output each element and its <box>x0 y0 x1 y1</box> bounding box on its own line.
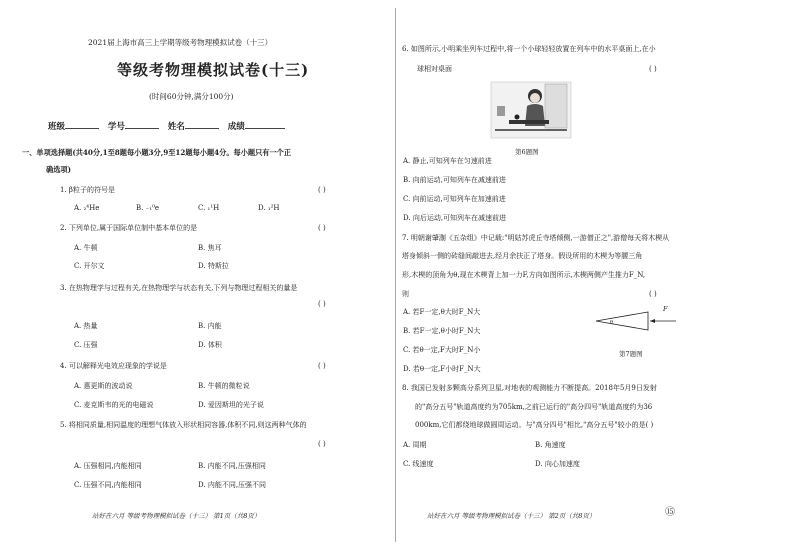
q1-option-b[interactable]: B. ₋₁⁰e <box>136 204 160 212</box>
q6-option-d[interactable]: D. 向后运动,可知列车在减速前进 <box>403 214 507 222</box>
score-label: 成绩 <box>227 122 245 132</box>
student-id-field[interactable] <box>125 120 159 129</box>
q8-option-d[interactable]: D. 向心加速度 <box>535 460 580 468</box>
fig7-force-label: F <box>663 305 668 313</box>
score-field[interactable] <box>245 120 285 129</box>
q6-option-b[interactable]: B. 向前运动,可知列车在减速前进 <box>403 176 506 184</box>
q6-option-a[interactable]: A. 静止,可知列车在匀速前进 <box>403 157 492 165</box>
q7-stem-cont2: 形,木楔的顶角为θ,现在木楔背上加一力F,方向如图所示,木楔两侧产生推力F_N, <box>402 271 646 279</box>
q5-option-b[interactable]: B. 内能不同,压强相同 <box>198 462 266 470</box>
q3-option-c[interactable]: C. 压强 <box>74 341 98 349</box>
name-field[interactable] <box>185 120 219 129</box>
q6-stem: 6. 如图所示,小明乘坐列车过程中,将一个小球轻轻放置在列车中的水平桌面上,在小 <box>402 45 656 53</box>
q7-option-d[interactable]: D. 若θ一定,F小时F_N大 <box>403 365 481 373</box>
q5-stem: 5. 将相同质量,相同温度的理想气体放入形状相同容器,体积不同,则这两种气体的 <box>60 421 307 429</box>
student-id-label: 学号 <box>107 122 125 132</box>
name-label: 姓名 <box>167 122 185 132</box>
exam-header: 2021届上海市高三上学期等级考物理模拟试卷（十三） <box>88 38 273 47</box>
q6-option-c[interactable]: C. 向前运动,可知列车在加速前进 <box>403 195 506 203</box>
q6-stem-cont: 球相对桌面 <box>417 65 452 73</box>
svg-text:θ: θ <box>610 319 614 326</box>
q2-option-a[interactable]: A. 牛顿 <box>74 244 98 252</box>
q7-option-c[interactable]: C. 若θ一定,F大时F_N小 <box>403 346 481 354</box>
q1-answer-paren[interactable]: ( ) <box>318 186 326 194</box>
info-row <box>48 120 285 132</box>
q4-option-b[interactable]: B. 牛顿的微粒说 <box>198 382 250 390</box>
wedge-figure <box>592 308 682 334</box>
q3-option-d[interactable]: D. 体积 <box>198 341 222 349</box>
q3-answer-paren[interactable]: ( ) <box>318 300 326 308</box>
q8-option-c[interactable]: C. 线速度 <box>403 460 434 468</box>
q8-option-a[interactable]: A. 周期 <box>403 441 427 449</box>
train-passenger-figure <box>489 80 573 140</box>
q7-stem: 7. 明朝谢肇淛《五杂组》中记载:"明姑苏虎丘寺塔倾侧,一游僧正之",游僧每天将木楔从 <box>402 234 670 242</box>
q2-option-d[interactable]: D. 特斯拉 <box>198 262 229 270</box>
corner-mark: ⑮ <box>665 507 675 518</box>
class-field[interactable] <box>65 120 99 129</box>
q2-stem: 2. 下列单位,属于国际单位制中基本单位的是 <box>60 224 198 232</box>
q7-stem-cont3: 则 <box>402 290 409 298</box>
q2-option-b[interactable]: B. 焦耳 <box>198 244 222 252</box>
q4-option-a[interactable]: A. 惠更斯的波动说 <box>74 382 133 390</box>
q6-answer-paren[interactable]: ( ) <box>649 65 657 73</box>
page-footer: 站好在六月 等级考物理模拟试卷（十三） 第2页（共8页） <box>427 512 596 520</box>
q7-stem-cont: 塔身倾斜一侧的砖缝间敲进去,经月余扶正了塔身。假设所用的木楔为等腰三角 <box>402 252 643 260</box>
section1-heading-cont: 确选项) <box>46 165 71 174</box>
q4-stem: 4. 可以解释光电效应现象的学说是 <box>60 362 167 370</box>
q1-option-a[interactable]: A. ₂⁴He <box>74 204 100 212</box>
q2-answer-paren[interactable]: ( ) <box>318 224 326 232</box>
q1-stem: 1. β粒子的符号是 <box>60 186 115 194</box>
q7-option-b[interactable]: B. 若F一定,θ小时F_N大 <box>403 327 481 335</box>
q4-option-d[interactable]: D. 爱因斯坦的光子说 <box>198 401 264 409</box>
q7-option-a[interactable]: A. 若F一定,θ大时F_N大 <box>403 308 481 316</box>
q8-option-b[interactable]: B. 角速度 <box>535 441 566 449</box>
q8-stem-cont: 的"高分五号"轨道高度约为705km,之前已运行的"高分四号"轨道高度约为36 <box>415 403 653 411</box>
page-divider <box>395 8 396 542</box>
class-label: 班级 <box>48 122 66 132</box>
section1-heading: 一、单项选择题(共40分,1至8题每小题3分,9至12题每小题4分。每小题只有一个正 <box>22 148 292 157</box>
q5-option-d[interactable]: D. 内能不同,压强不同 <box>198 481 267 489</box>
q3-option-b[interactable]: B. 内能 <box>198 322 222 330</box>
fig7-caption: 第7题图 <box>619 350 643 358</box>
q4-answer-paren[interactable]: ( ) <box>318 362 326 370</box>
fig6-caption: 第6题图 <box>515 148 539 156</box>
q5-option-a[interactable]: A. 压强相同,内能相同 <box>74 462 142 470</box>
q8-stem-cont2: 000km,它们都绕地球做圆周运动。与"高分四号"相比,"高分五号"较小的是( ) <box>415 421 654 429</box>
page-footer: 站好在六月 等级考物理模拟试卷（十三） 第1页（共8页） <box>92 512 261 520</box>
q8-stem: 8. 我国已发射多颗高分系列卫星,对地表的观测能力不断提高。2018年5月9日发射 <box>402 384 657 392</box>
q4-option-c[interactable]: C. 麦克斯韦的光的电磁说 <box>74 401 154 409</box>
time-note: (时间60分钟,满分100分) <box>149 92 234 101</box>
q1-option-c[interactable]: C. ₁¹H <box>198 204 220 212</box>
page-title: 等级考物理模拟试卷(十三) <box>117 61 310 79</box>
q2-option-c[interactable]: C. 开尔文 <box>74 262 105 270</box>
right-page <box>397 0 794 550</box>
q1-option-d[interactable]: D. ₁²H <box>258 204 280 212</box>
q3-option-a[interactable]: A. 热量 <box>74 322 98 330</box>
q5-option-c[interactable]: C. 压强不同,内能相同 <box>74 481 142 489</box>
q5-answer-paren[interactable]: ( ) <box>318 440 326 448</box>
q7-answer-paren[interactable]: ( ) <box>649 290 657 298</box>
q3-stem: 3. 在热物理学与过程有关,在热物理学与状态有关,下列与物理过程相关的量是 <box>60 284 298 292</box>
